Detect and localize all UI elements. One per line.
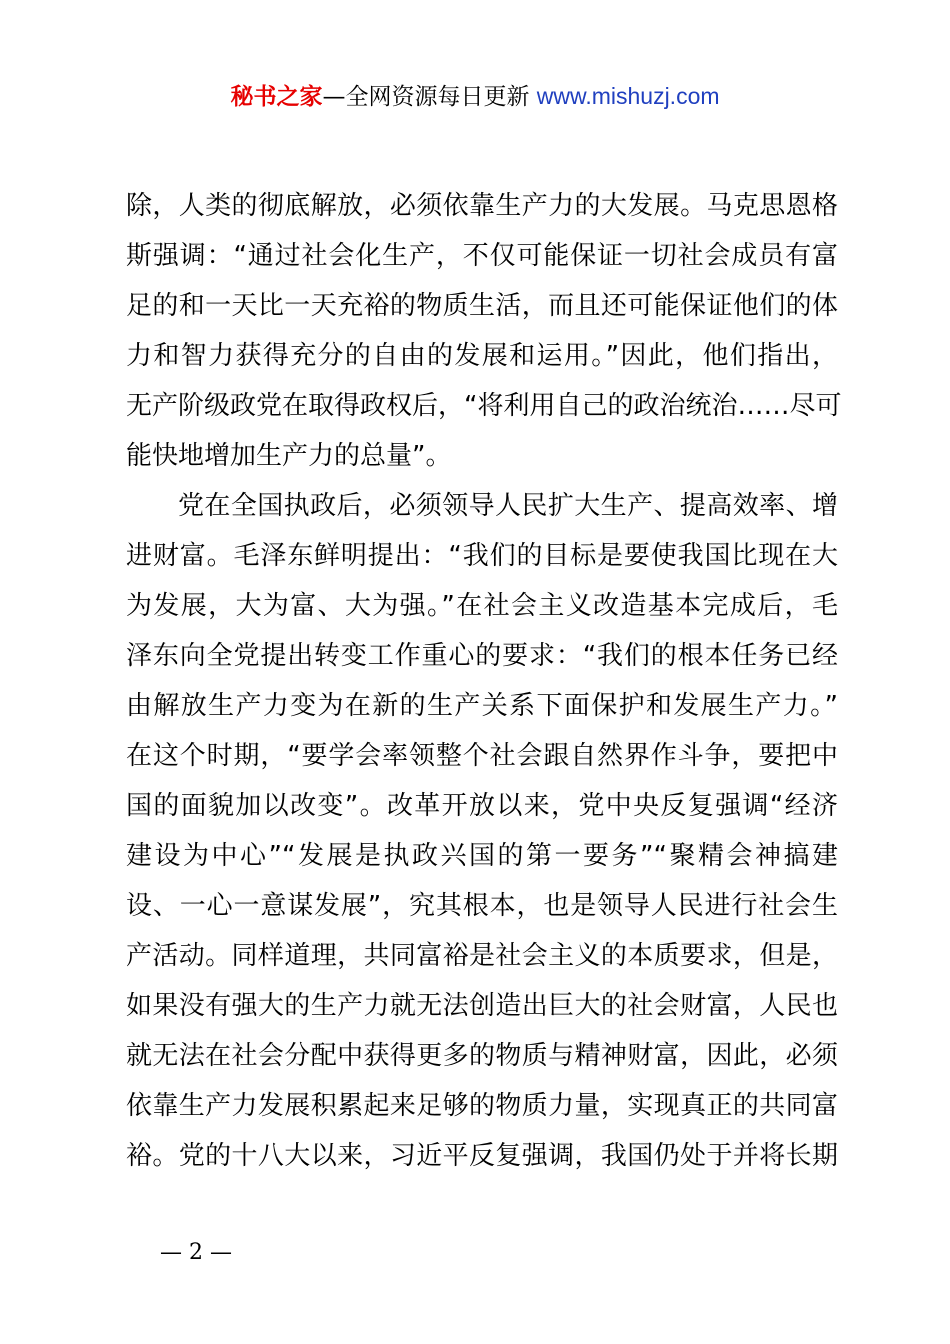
text-line: 无产阶级政党在取得政权后，“将利用自己的政治统治……尽可 [126, 391, 842, 421]
site-slogan: —全网资源每日更新 [322, 84, 530, 110]
text-line: 如果没有强大的生产力就无法创造出巨大的社会财富，人民也 [126, 991, 838, 1021]
text-line: 足的和一天比一天充裕的物质生活，而且还可能保证他们的体 [126, 291, 838, 321]
text-line: 产活动。同样道理，共同富裕是社会主义的本质要求，但是， [126, 941, 838, 971]
site-brand: 秘书之家 [230, 84, 323, 110]
text-line: 建设为中心”“发展是执政兴国的第一要务”“聚精会神搞建 [126, 841, 838, 871]
text-line: 设、一心一意谋发展”，究其根本，也是领导人民进行社会生 [126, 891, 838, 921]
text-line: 依靠生产力发展积累起来足够的物质力量，实现真正的共同富 [126, 1091, 838, 1121]
text-line: 裕。党的十八大以来，习近平反复强调，我国仍处于并将长期 [126, 1141, 838, 1171]
text-line: 斯强调：“通过社会化生产，不仅可能保证一切社会成员有富 [126, 241, 838, 271]
text-line: 为发展，大为富、大为强。”在社会主义改造基本完成后，毛 [126, 591, 838, 621]
text-line: 国的面貌加以改变”。改革开放以来，党中央反复强调“经济 [126, 791, 838, 821]
text-line: 除，人类的彻底解放，必须依靠生产力的大发展。马克思恩格 [126, 191, 838, 221]
text-line: 能快地增加生产力的总量”。 [126, 441, 452, 471]
text-line: 力和智力获得充分的自由的发展和运用。”因此，他们指出， [126, 341, 838, 371]
site-url[interactable]: www.mishuzj.com [536, 83, 720, 109]
page-number: — 2 — [160, 1240, 232, 1265]
text-line: 泽东向全党提出转变工作重心的要求：“我们的根本任务已经 [126, 641, 838, 671]
text-line: 就无法在社会分配中获得更多的物质与精神财富，因此，必须 [126, 1041, 838, 1071]
document-body [126, 181, 842, 1181]
text-line: 党在全国执政后，必须领导人民扩大生产、提高效率、增 [178, 491, 838, 521]
text-line: 由解放生产力变为在新的生产关系下面保护和发展生产力。” [126, 691, 838, 721]
text-line: 进财富。毛泽东鲜明提出：“我们的目标是要使我国比现在大 [126, 541, 838, 571]
text-line: 在这个时期，“要学会率领整个社会跟自然界作斗争，要把中 [126, 741, 838, 771]
site-header [0, 78, 950, 115]
